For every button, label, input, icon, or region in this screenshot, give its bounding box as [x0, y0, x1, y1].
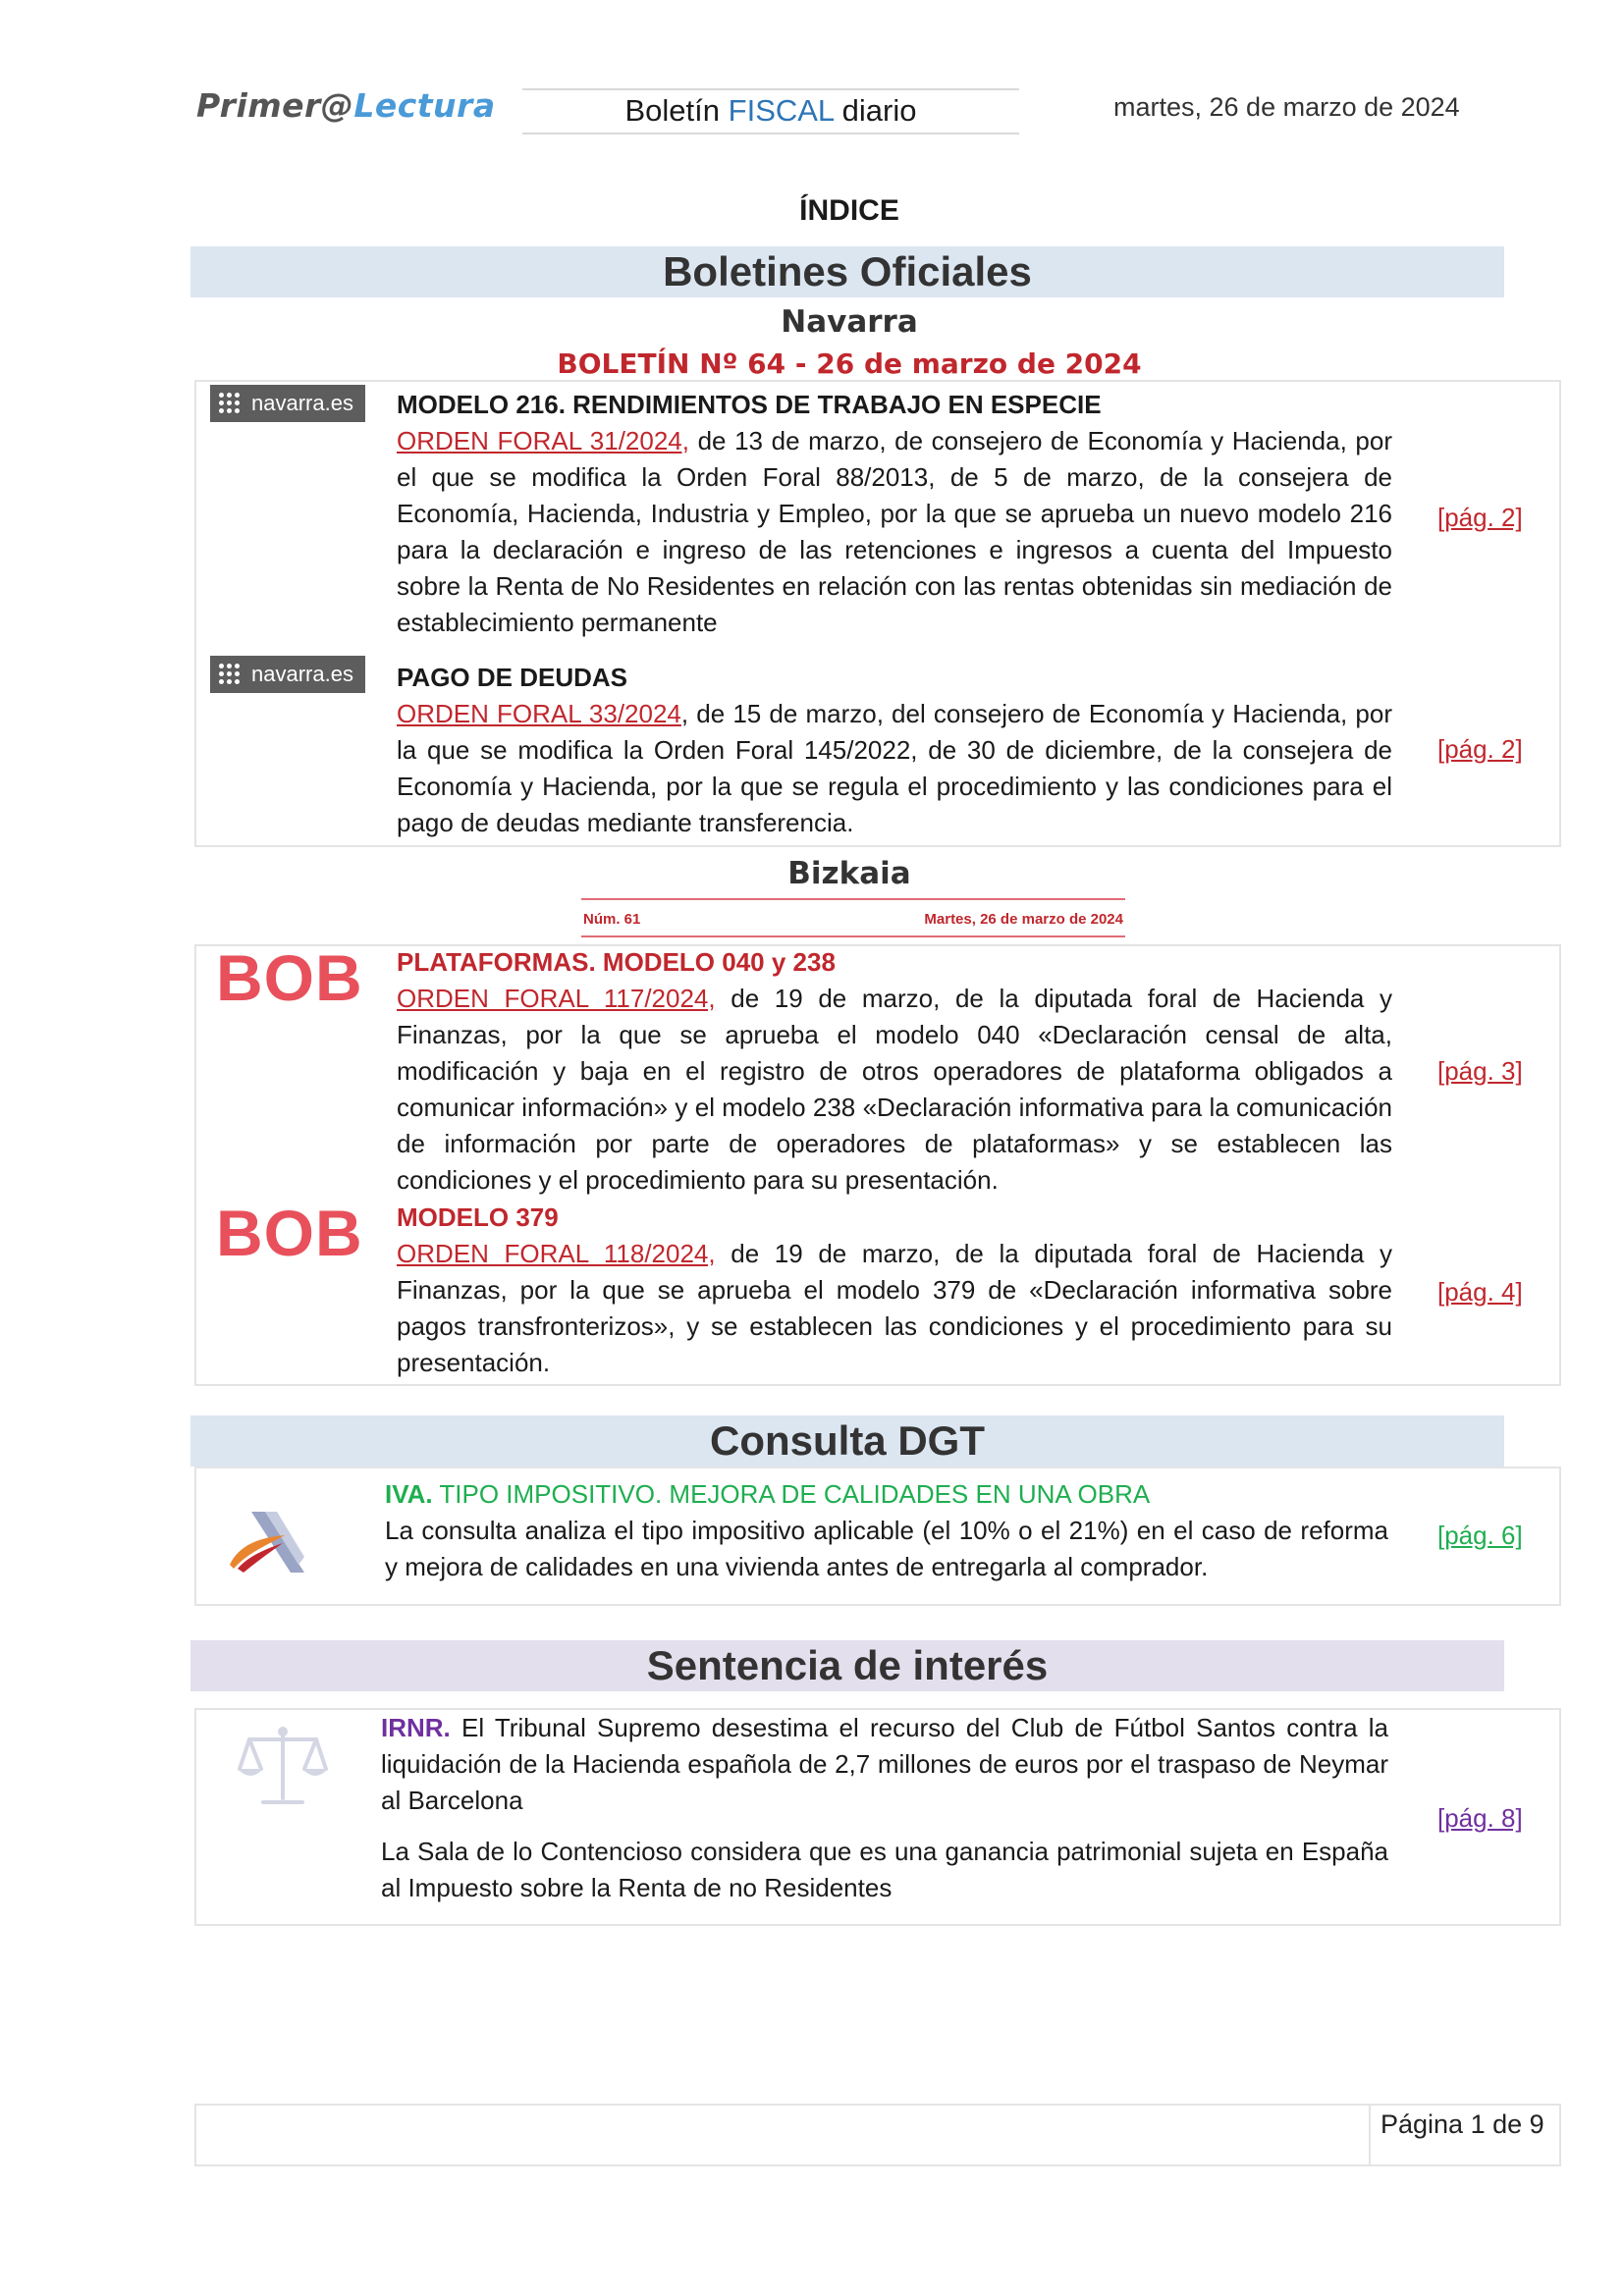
entry-title: MODELO 216. RENDIMIENTOS DE TRABAJO EN ESPECIE [397, 390, 1102, 419]
navarra-entry-2: PAGO DE DEUDAS ORDEN FORAL 33/2024, de 15 de marzo, del consejero de Economía y Hacienda, por la que se modifica la Orden Foral 145/2022, de 30 de diciembre, de la consejera de Economía y Hacienda, por la que se regula el procedimiento y las condiciones para el pago de deudas mediante transferencia. [397, 660, 1392, 841]
section-sentencia-title: Sentencia de interés [190, 1640, 1504, 1691]
bizkaia-entry-1: PLATAFORMAS. MODELO 040 y 238 ORDEN FORAL 117/2024, de 19 de marzo, de la diputada foral de Hacienda y Finanzas, por la que se aprueba el modelo 040 «Declaración censal de alta, modificación y baja en el registro de otros operadores de plataforma obligados a comunicar información» y el modelo 238 «Declaración informativa para la comunicación de información por parte de operadores de plataformas» y se establecen las condiciones y el procedimiento para su presentación. [397, 944, 1392, 1199]
bob-logo: BOB [216, 1197, 363, 1269]
sentencia-entry: IRNR. El Tribunal Supremo desestima el recurso del Club de Fútbol Santos contra la liquidación de la Hacienda española de 2,7 millones de euros por el traspaso de Neymar al Barcelona La Sala de lo Contencioso considera que es una ganancia patrimonial sujeta en España al Impuesto sobre la Renta de no Residentes [381, 1713, 1388, 1902]
entry-title: PLATAFORMAS. MODELO 040 y 238 [397, 947, 836, 977]
region-navarra: Navarra [781, 304, 918, 340]
bulletin-title: Boletín FISCAL diario [522, 88, 1019, 134]
navarra-logo: navarra.es [210, 656, 365, 693]
orden-foral-117-link[interactable]: ORDEN FORAL 117/2024, [397, 984, 716, 1013]
section-boletines-title: Boletines Oficiales [190, 246, 1504, 297]
navarra-logo: navarra.es [210, 385, 365, 422]
page-link-bizkaia-1[interactable]: [pág. 3] [1437, 1056, 1523, 1086]
entry-title: MODELO 379 [397, 1202, 559, 1232]
primera-lectura-logo: Primer@Lectura [196, 86, 496, 125]
page-link-sentencia[interactable]: [pág. 8] [1437, 1803, 1523, 1833]
navarra-entry-1: MODELO 216. RENDIMIENTOS DE TRABAJO EN ESPECIE ORDEN FORAL 31/2024, de 13 de marzo, de consejero de Economía y Hacienda, por el que se modifica la Orden Foral 88/2013, de 5 de marzo, de la consejera de Economía, Hacienda, Industria y Empleo, por la que se aprueba un nuevo modelo 216 para la declaración e ingreso de las retenciones e ingresos a cuenta del Impuesto sobre la Renta de No Residentes en relación con las rentas obtenidas sin mediación de establecimiento permanente [397, 387, 1392, 641]
consulta-entry: IVA. TIPO IMPOSITIVO. MEJORA DE CALIDADES EN UNA OBRA La consulta analiza el tipo impositivo aplicable (el 10% o el 21%) en el caso de reforma y mejora de calidades en una vivienda antes de entregarla al comprador. [385, 1479, 1388, 1581]
navarra-boletin-line: BOLETÍN Nº 64 - 26 de marzo de 2024 [557, 347, 1142, 380]
page-link-navarra-1[interactable]: [pág. 2] [1437, 503, 1523, 532]
bob-header-strip: Núm. 61 Martes, 26 de marzo de 2024 [581, 898, 1125, 937]
region-bizkaia: Bizkaia [787, 856, 911, 891]
aeat-logo-icon [224, 1508, 310, 1576]
page-link-consulta[interactable]: [pág. 6] [1437, 1521, 1523, 1550]
page-link-navarra-2[interactable]: [pág. 2] [1437, 734, 1523, 764]
index-title: ÍNDICE [799, 194, 899, 227]
orden-foral-33-link[interactable]: ORDEN FORAL 33/2024 [397, 699, 681, 728]
entry-title: PAGO DE DEUDAS [397, 663, 627, 692]
scales-icon [236, 1724, 330, 1810]
footer-page-number: Página 1 de 9 [1380, 2109, 1544, 2139]
header-date: martes, 26 de marzo de 2024 [1113, 92, 1460, 122]
bizkaia-entry-2: MODELO 379 ORDEN FORAL 118/2024, de 19 de marzo, de la diputada foral de Hacienda y Finanzas, por la que se aprueba el modelo 379 de «Declaración informativa sobre pagos transfronterizos», y se establecen las condiciones y el procedimiento para su presentación. [397, 1200, 1392, 1381]
navarra-dots-icon [219, 664, 241, 685]
navarra-dots-icon [219, 393, 241, 414]
orden-foral-31-link[interactable]: ORDEN FORAL 31/2024, [397, 426, 689, 455]
footer-box [194, 2104, 1561, 2166]
orden-foral-118-link[interactable]: ORDEN FORAL 118/2024, [397, 1239, 716, 1268]
section-consulta-title: Consulta DGT [190, 1415, 1504, 1467]
bob-logo: BOB [216, 941, 363, 1014]
page-link-bizkaia-2[interactable]: [pág. 4] [1437, 1277, 1523, 1307]
